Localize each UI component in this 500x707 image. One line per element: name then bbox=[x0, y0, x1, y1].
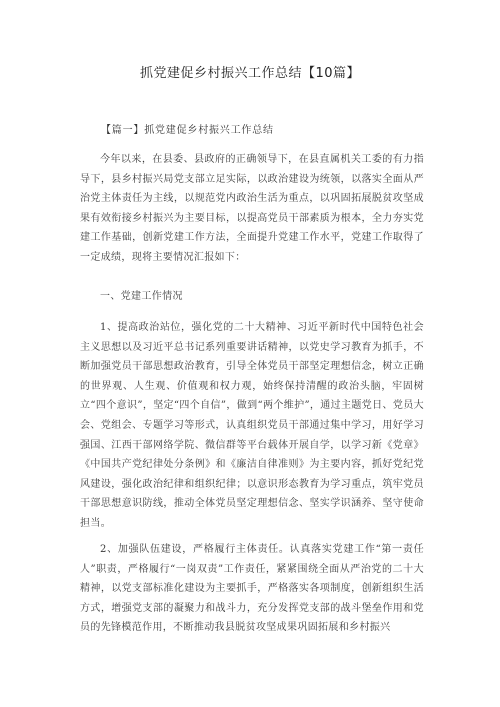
sub-heading-party-work: 一、党建工作情况 bbox=[100, 291, 183, 302]
section-heading: 【篇一】抓党建促乡村振兴工作总结 bbox=[101, 125, 274, 136]
paragraph-item-2: 2、加强队伍建设，严格履行主体责任。认真落实党建工作“第一责任人”职责，严格履行“一岗双责”工作责任，紧紧围绕全面从严治党的二十大精神，以党支部标准化建设为主要抓手，严格落实各项制度，创新组织生活方式，增强党支部的凝聚力和战斗力，充分发挥党支部的战斗堡垒作用和党员的先锋模范作用，不断推动我县脱贫攻坚成果巩固拓展和乡村振兴 bbox=[80, 544, 424, 634]
document-title: 抓党建促乡村振兴工作总结【10篇】 bbox=[139, 66, 361, 81]
paragraph-item-1: 1、提高政治站位，强化党的二十大精神、习近平新时代中国特色社会主义思想以及习近平总书记系列重要讲话精神，以党史学习教育为抓手，不断加强党员干部思想政治教育，引导全体党员干部坚定理想信念，树立正确的世界观、人生观、价值观和权力观，始终保持清醒的政治头脑，牢固树立“四个意识”，坚定“四个自信”，做到“两个维护”，通过主题党日、党员大会、党组会、专题学习等形式，认真组织党员干部通过集中学习，用好学习强国、江西干部网络学院、微信群等平台载体开展自学，以学习新《党章》《中国共产党纪律处分条例》和《廉洁自律准则》为主要内容，抓好党纪党风建设，强化政治纪律和组织纪律；以意识形态教育为学习重点，筑牢党员干部思想意识防线，推动全体党员坚定理想信念、坚实学识涵养、坚守使命担当。 bbox=[80, 322, 424, 529]
intro-paragraph: 今年以来，在县委、县政府的正确领导下，在县直属机关工委的有力指导下，县乡村振兴局党支部立足实际，以政治建设为统领，以落实全面从严治党主体责任为主线，以规范党内政治生活为重点，以巩固拓展脱贫攻坚成果有效衔接乡村振兴为主要目标，以提高党员干部素质为根本，全力夯实党建工作基础，创新党建工作方法，全面提升党建工作水平，党建工作取得了一定成绩，现将主要情况汇报如下： bbox=[80, 154, 424, 263]
